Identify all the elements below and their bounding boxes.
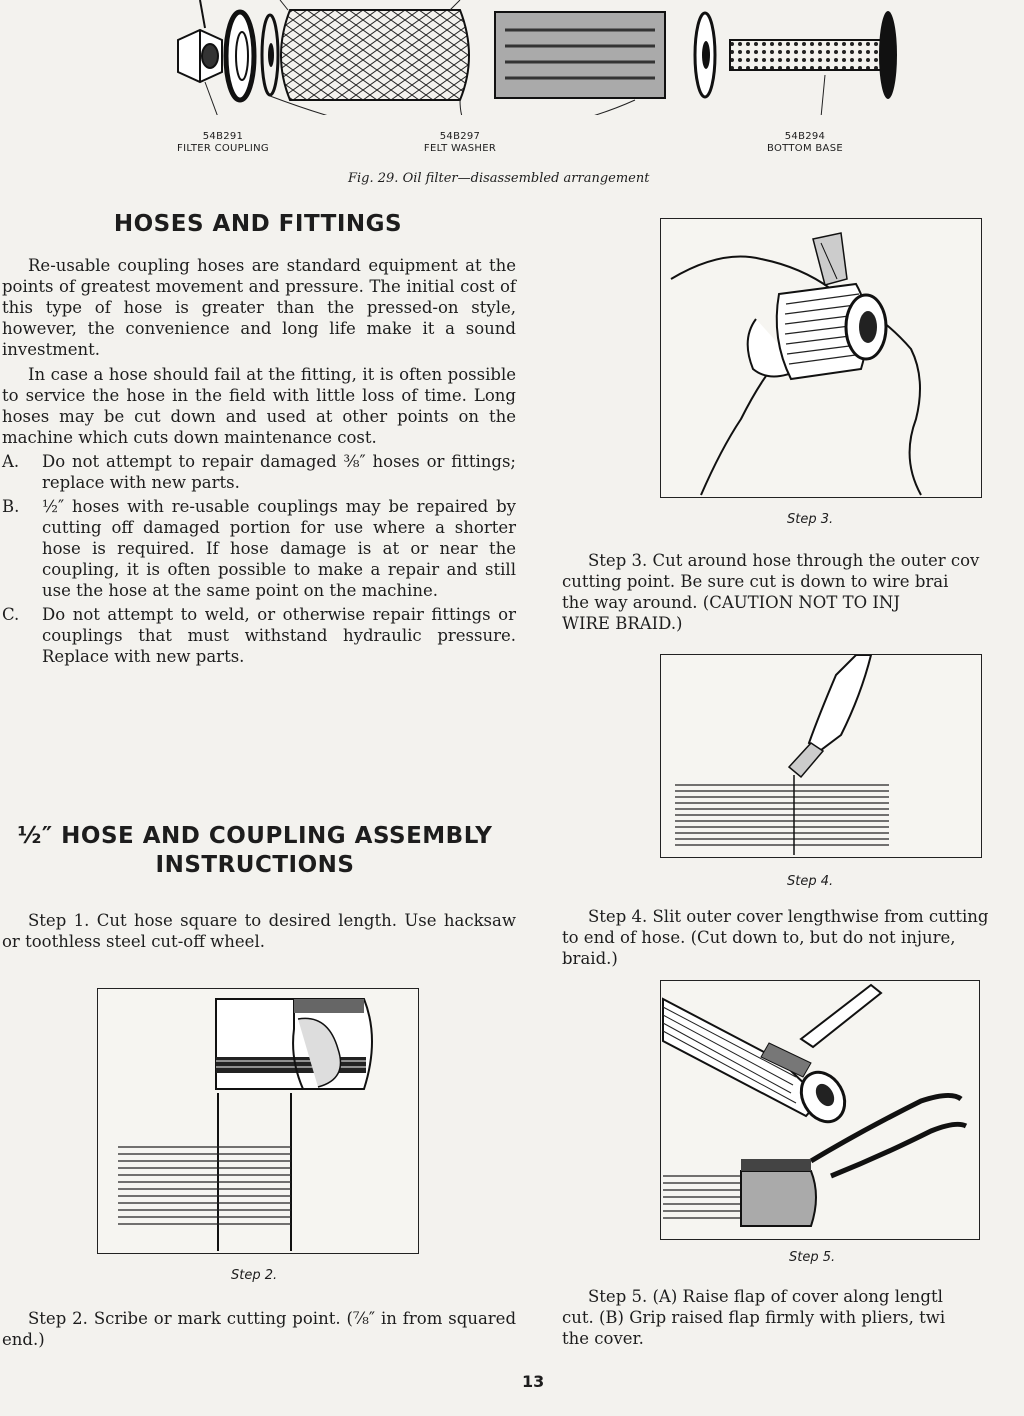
step2-caption: Step 2. xyxy=(231,1268,278,1283)
text-line: the cover. xyxy=(562,1329,644,1348)
part-number: 54B291 xyxy=(202,131,244,142)
step3-figure xyxy=(660,218,982,498)
part-label-bottom-base xyxy=(745,131,865,155)
step1-text: Step 1. Cut hose square to desired length. Use hacksaw or toothless steel cut-off wheel. xyxy=(2,911,516,951)
step3-caption: Step 3. xyxy=(787,512,834,527)
list-text: ½″ hoses with re-usable couplings may be repaired by cutting off damaged portion for use where a shorter hose is required. If hose damage is at or near the coupling, it is often possible to make a repair and still use the hose at the same point on the machine. xyxy=(42,497,516,600)
list-item xyxy=(2,604,516,667)
list-text: Do not attempt to weld, or otherwise repair fittings or couplings that must withstand hydraulic pressure. Replace with new parts. xyxy=(42,605,516,666)
heading-line: INSTRUCTIONS xyxy=(155,852,355,878)
part-number: 54B294 xyxy=(784,131,826,142)
step3-text xyxy=(562,550,1024,634)
list-marker: A. xyxy=(2,452,20,471)
text-line: Step 4. Slit outer cover lengthwise from cutting xyxy=(588,907,989,926)
part-label-felt-washer xyxy=(390,131,530,155)
part-name: FILTER COUPLING xyxy=(177,143,269,154)
step5-caption: Step 5. xyxy=(789,1250,836,1265)
text-line: to end of hose. (Cut down to, but do not injure, xyxy=(562,928,956,947)
page-number: 13 xyxy=(522,1372,545,1391)
list-marker: B. xyxy=(2,497,20,516)
text-line: Step 5. (A) Raise flap of cover along lengtl xyxy=(588,1287,943,1306)
list-item xyxy=(2,451,516,493)
list-item xyxy=(2,496,516,601)
part-name: FELT WASHER xyxy=(423,143,497,154)
step4-text xyxy=(562,906,1024,969)
step5-figure xyxy=(660,980,980,1240)
part-name: BOTTOM BASE xyxy=(767,143,843,154)
section-heading-assembly xyxy=(0,822,510,880)
paragraph: Re-usable coupling hoses are standard equipment at the points of greatest movement and pressure. The initial cost of this type of hose is greater than the pressed-on style, however, the convenience and long life make it a sound investment. xyxy=(2,256,516,359)
step5-text xyxy=(562,1286,1024,1349)
step2-text: Step 2. Scribe or mark cutting point. (⅞″ in from squared end.) xyxy=(2,1309,516,1349)
text-line: cutting point. Be sure cut is down to wire brai xyxy=(562,572,949,591)
text-line: braid.) xyxy=(562,949,618,968)
oil-filter-illustration xyxy=(160,0,940,115)
step2-figure xyxy=(97,988,419,1254)
section-heading-hoses: HOSES AND FITTINGS xyxy=(113,211,403,237)
hoses-text xyxy=(2,255,516,667)
list-marker: C. xyxy=(2,605,20,624)
text-line: cut. (B) Grip raised flap firmly with pliers, twi xyxy=(562,1308,946,1327)
figure-caption: Fig. 29. Oil filter—disassembled arrangement xyxy=(348,171,650,186)
heading-line: ½″ HOSE AND COUPLING ASSEMBLY xyxy=(17,823,493,849)
text-line: the way around. (CAUTION NOT TO INJ xyxy=(562,593,900,612)
part-number: 54B297 xyxy=(439,131,481,142)
text-line: Step 3. Cut around hose through the outer cov xyxy=(588,551,980,570)
step4-figure xyxy=(660,654,982,858)
step4-caption: Step 4. xyxy=(787,874,834,889)
part-label-filter-coupling xyxy=(160,131,286,155)
text-line: WIRE BRAID.) xyxy=(562,614,683,633)
list-text: Do not attempt to repair damaged ⅜″ hoses or fittings; replace with new parts. xyxy=(42,452,516,492)
paragraph: In case a hose should fail at the fitting, it is often possible to service the hose in the field with little loss of time. Long hoses may be cut down and used at other points on the machine which cuts down maintenance cost. xyxy=(2,365,516,447)
